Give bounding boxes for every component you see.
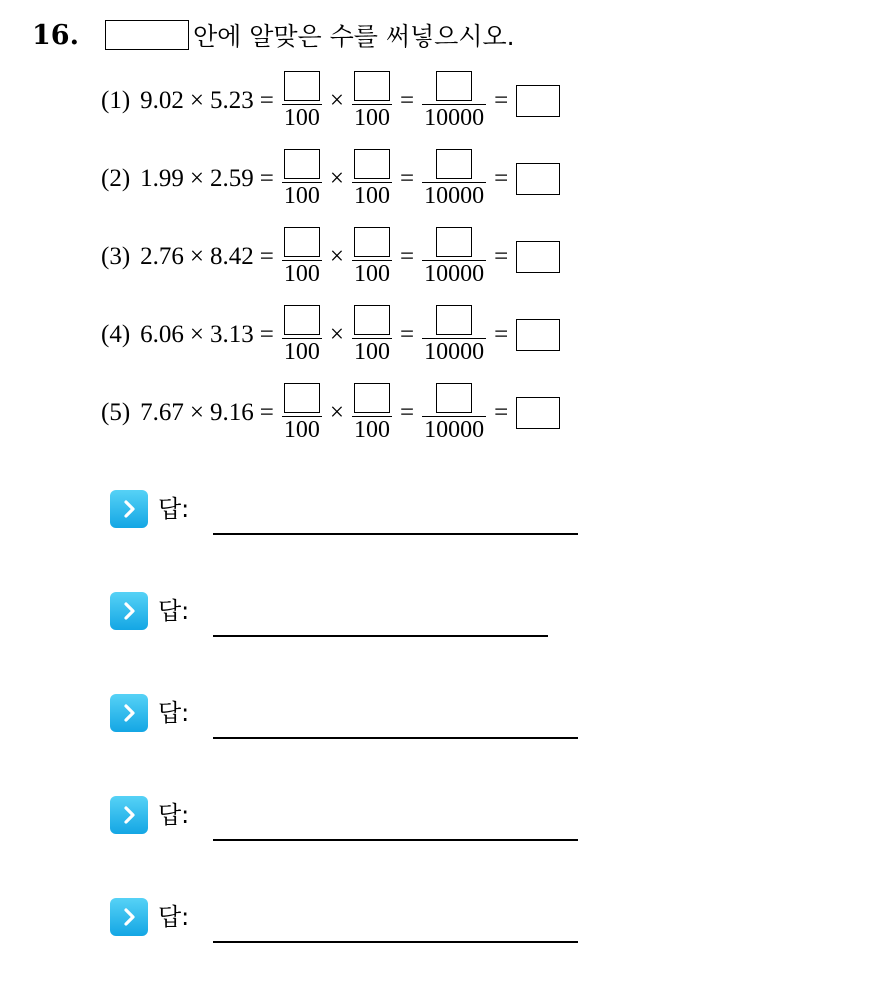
fraction-2 — [352, 227, 392, 288]
equals-sign: = — [259, 243, 274, 270]
denominator: 10000 — [424, 183, 485, 210]
factor-a: 2.76 — [140, 243, 184, 270]
denominator: 100 — [283, 183, 320, 210]
numerator-input-box[interactable] — [354, 383, 390, 413]
equals-sign: = — [259, 165, 274, 192]
fraction-3 — [422, 149, 486, 210]
fraction-2 — [352, 71, 392, 132]
denominator: 100 — [353, 417, 390, 444]
fraction-1 — [282, 71, 322, 132]
times-sign: × — [329, 399, 344, 426]
denominator: 100 — [283, 105, 320, 132]
denominator: 10000 — [424, 417, 485, 444]
answer-row — [110, 694, 189, 796]
answer-input-line[interactable] — [213, 533, 578, 535]
factor-b: 8.42 — [210, 243, 254, 270]
denominator: 100 — [283, 261, 320, 288]
answer-label: 답: — [158, 699, 190, 727]
equals-sign: = — [399, 87, 415, 114]
denominator: 100 — [353, 183, 390, 210]
denominator: 100 — [283, 339, 320, 366]
answer-input-line[interactable] — [213, 635, 548, 637]
times-sign: × — [329, 243, 344, 270]
answer-input-line[interactable] — [213, 737, 578, 739]
fraction-2 — [352, 383, 392, 444]
fraction-1 — [282, 383, 322, 444]
chevron-right-icon — [110, 796, 148, 834]
problem-row — [101, 140, 560, 218]
numerator-input-box[interactable] — [354, 227, 390, 257]
fraction-2 — [352, 149, 392, 210]
answer-label: 답: — [158, 495, 190, 523]
answer-label: 답: — [158, 903, 190, 931]
answer-row — [110, 490, 189, 592]
times-sign: × — [189, 87, 205, 114]
question-number: 16. — [32, 19, 79, 51]
answer-input-line[interactable] — [213, 839, 578, 841]
numerator-input-box[interactable] — [436, 71, 472, 101]
chevron-right-icon — [110, 592, 148, 630]
result-input-box[interactable] — [516, 397, 560, 429]
times-sign: × — [189, 399, 205, 426]
answer-label: 답: — [158, 597, 190, 625]
denominator: 100 — [353, 261, 390, 288]
problem-label: (3) — [101, 243, 131, 270]
denominator: 100 — [283, 417, 320, 444]
problem-row — [101, 374, 560, 452]
problem-label: (1) — [101, 87, 131, 114]
numerator-input-box[interactable] — [284, 149, 320, 179]
fraction-2 — [352, 305, 392, 366]
equals-sign: = — [259, 399, 274, 426]
result-input-box[interactable] — [516, 163, 560, 195]
answer-list — [110, 490, 189, 1000]
times-sign: × — [329, 87, 344, 114]
fraction-3 — [422, 227, 486, 288]
fraction-3 — [422, 305, 486, 366]
times-sign: × — [189, 165, 205, 192]
denominator: 10000 — [424, 105, 485, 132]
chevron-right-icon — [110, 694, 148, 732]
fraction-3 — [422, 383, 486, 444]
numerator-input-box[interactable] — [354, 71, 390, 101]
numerator-input-box[interactable] — [354, 305, 390, 335]
result-input-box[interactable] — [516, 319, 560, 351]
factor-b: 9.16 — [210, 399, 254, 426]
equals-sign: = — [399, 165, 415, 192]
denominator: 100 — [353, 105, 390, 132]
factor-a: 7.67 — [140, 399, 184, 426]
numerator-input-box[interactable] — [284, 71, 320, 101]
numerator-input-box[interactable] — [436, 149, 472, 179]
answer-label: 답: — [158, 801, 190, 829]
problem-row — [101, 62, 560, 140]
equals-sign: = — [494, 87, 509, 114]
denominator: 10000 — [424, 339, 485, 366]
problem-list — [101, 62, 560, 452]
equals-sign: = — [259, 87, 274, 114]
times-sign: × — [329, 165, 344, 192]
times-sign: × — [329, 321, 344, 348]
result-input-box[interactable] — [516, 241, 560, 273]
numerator-input-box[interactable] — [436, 227, 472, 257]
numerator-input-box[interactable] — [284, 227, 320, 257]
factor-b: 5.23 — [210, 87, 254, 114]
problem-label: (5) — [101, 399, 131, 426]
numerator-input-box[interactable] — [354, 149, 390, 179]
fraction-3 — [422, 71, 486, 132]
equals-sign: = — [494, 399, 509, 426]
question-header — [32, 14, 515, 56]
chevron-right-icon — [110, 898, 148, 936]
equals-sign: = — [399, 321, 415, 348]
answer-row — [110, 796, 189, 898]
problem-label: (4) — [101, 321, 131, 348]
times-sign: × — [189, 243, 205, 270]
fraction-1 — [282, 227, 322, 288]
instruction-text: 안에 알맞은 수를 써넣으시오. — [192, 22, 515, 51]
factor-b: 2.59 — [210, 165, 254, 192]
factor-a: 9.02 — [140, 87, 184, 114]
factor-b: 3.13 — [210, 321, 254, 348]
result-input-box[interactable] — [516, 85, 560, 117]
equals-sign: = — [399, 243, 415, 270]
equals-sign: = — [399, 399, 415, 426]
numerator-input-box[interactable] — [284, 383, 320, 413]
problem-label: (2) — [101, 165, 131, 192]
fraction-1 — [282, 305, 322, 366]
equals-sign: = — [494, 321, 509, 348]
numerator-input-box[interactable] — [284, 305, 320, 335]
blank-box-example — [105, 20, 189, 50]
answer-row — [110, 592, 189, 694]
times-sign: × — [189, 321, 205, 348]
equals-sign: = — [494, 243, 509, 270]
factor-a: 6.06 — [140, 321, 184, 348]
problem-row — [101, 218, 560, 296]
numerator-input-box[interactable] — [436, 383, 472, 413]
answer-row — [110, 898, 189, 1000]
denominator: 100 — [353, 339, 390, 366]
problem-row — [101, 296, 560, 374]
factor-a: 1.99 — [140, 165, 184, 192]
equals-sign: = — [494, 165, 509, 192]
fraction-1 — [282, 149, 322, 210]
chevron-right-icon — [110, 490, 148, 528]
equals-sign: = — [259, 321, 274, 348]
denominator: 10000 — [424, 261, 485, 288]
numerator-input-box[interactable] — [436, 305, 472, 335]
